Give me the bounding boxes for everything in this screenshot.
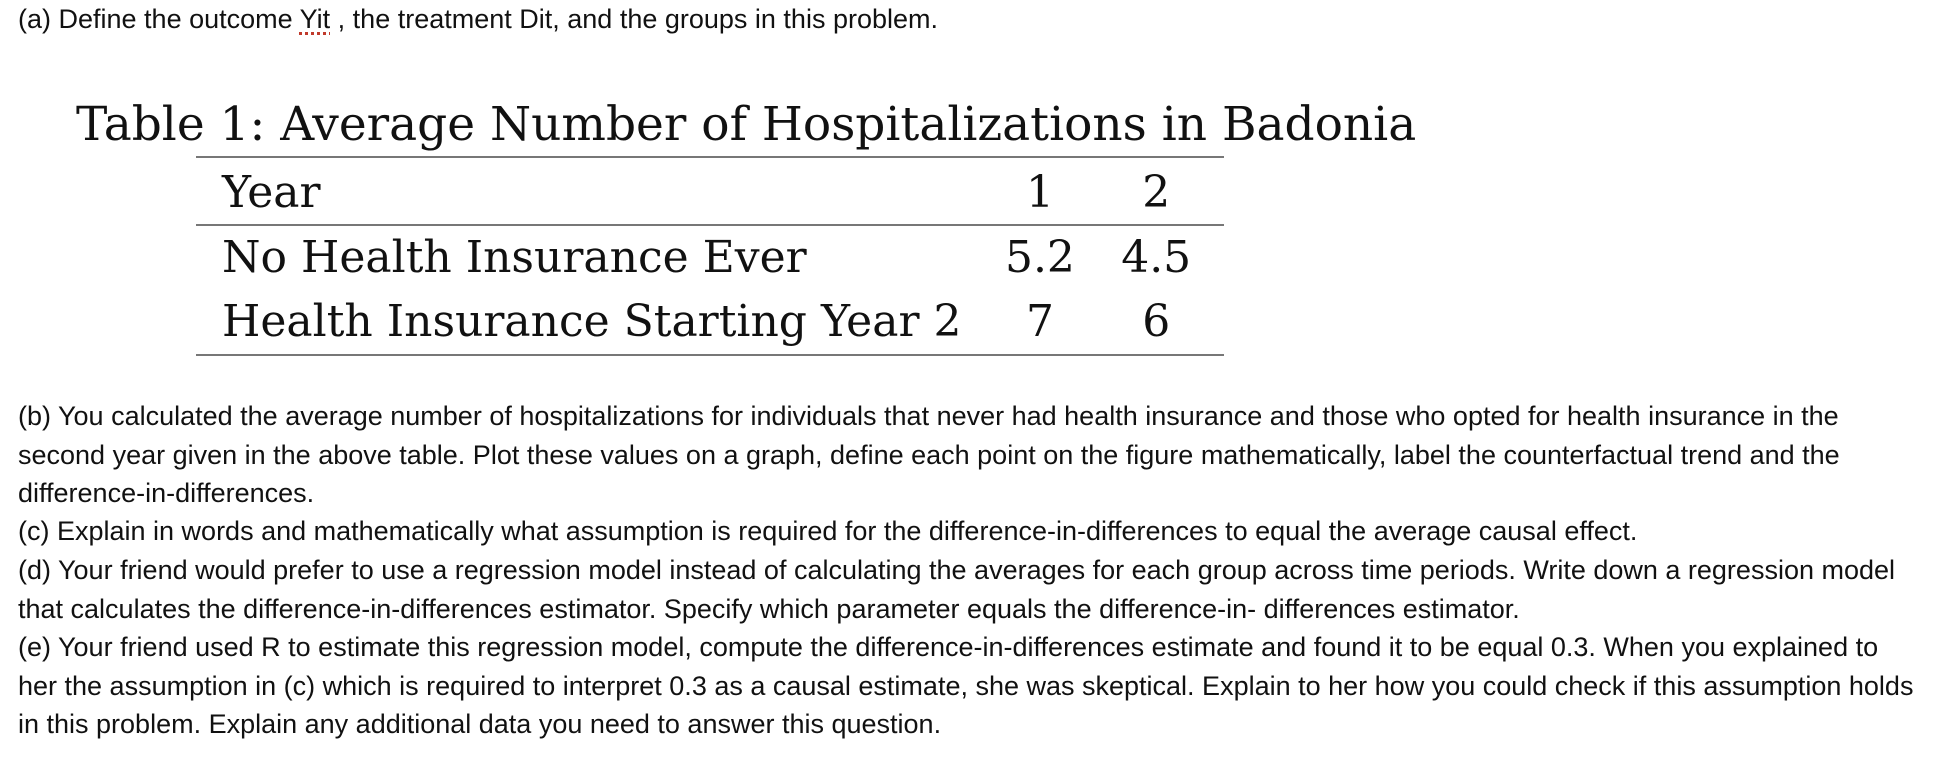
row-label-no-insurance: No Health Insurance Ever: [222, 231, 807, 283]
table-row: [196, 225, 1224, 288]
table-header-row: [196, 157, 1224, 225]
header-year-label: Year: [196, 157, 982, 225]
header-year-2: 2: [1098, 157, 1214, 225]
row-spacer: [1214, 225, 1224, 288]
outcome-symbol: Yit: [299, 4, 331, 34]
question-a-suffix: , the treatment Dit, and the groups in this problem.: [330, 4, 938, 34]
row-spacer: [1214, 288, 1224, 355]
hospitalizations-table: [196, 156, 1224, 356]
question-e: (e) Your friend used R to estimate this regression model, compute the difference-in-differences estimate and found it to be equal 0.3. When you explained to her the assumption in (c) which is required to interpret 0.3 as a causal estimate, she was skeptical. Explain to her how you could check if this assumption holds in this problem. Explain any additional data you need to answer this question.: [18, 632, 1914, 739]
question-a-prefix: (a) Define the outcome: [18, 4, 300, 34]
question-c: (c) Explain in words and mathematically what assumption is required for the difference-in-differences to equal the average causal effect.: [18, 516, 1638, 546]
row-insurance-year-2: 6: [1098, 288, 1214, 355]
row-no-insurance-year-1: 5.2: [1004, 231, 1075, 283]
row-no-insurance-year-2: 4.5: [1121, 231, 1192, 283]
header-spacer: [1214, 157, 1224, 225]
row-insurance-year-1: 7: [982, 288, 1098, 355]
table-caption: Table 1: Average Number of Hospitalizations in Badonia: [76, 97, 1417, 152]
header-year-1: 1: [982, 157, 1098, 225]
question-a: [18, 0, 938, 38]
table-row: [196, 288, 1224, 355]
question-b: (b) You calculated the average number of hospitalizations for individuals that never had health insurance and those who opted for health insurance in the second year given in the above table. Plot these values on a graph, define each point on the figure mathematically, label the counterfactual trend and the difference-in-differences.: [18, 401, 1840, 508]
row-label-insurance-year-2: Health Insurance Starting Year 2: [196, 288, 982, 355]
question-d: (d) Your friend would prefer to use a regression model instead of calculating the averages for each group across time periods. Write down a regression model that calculates the difference-in-differences estimator. Specify which parameter equals the difference-in- differences estimator.: [18, 555, 1896, 624]
